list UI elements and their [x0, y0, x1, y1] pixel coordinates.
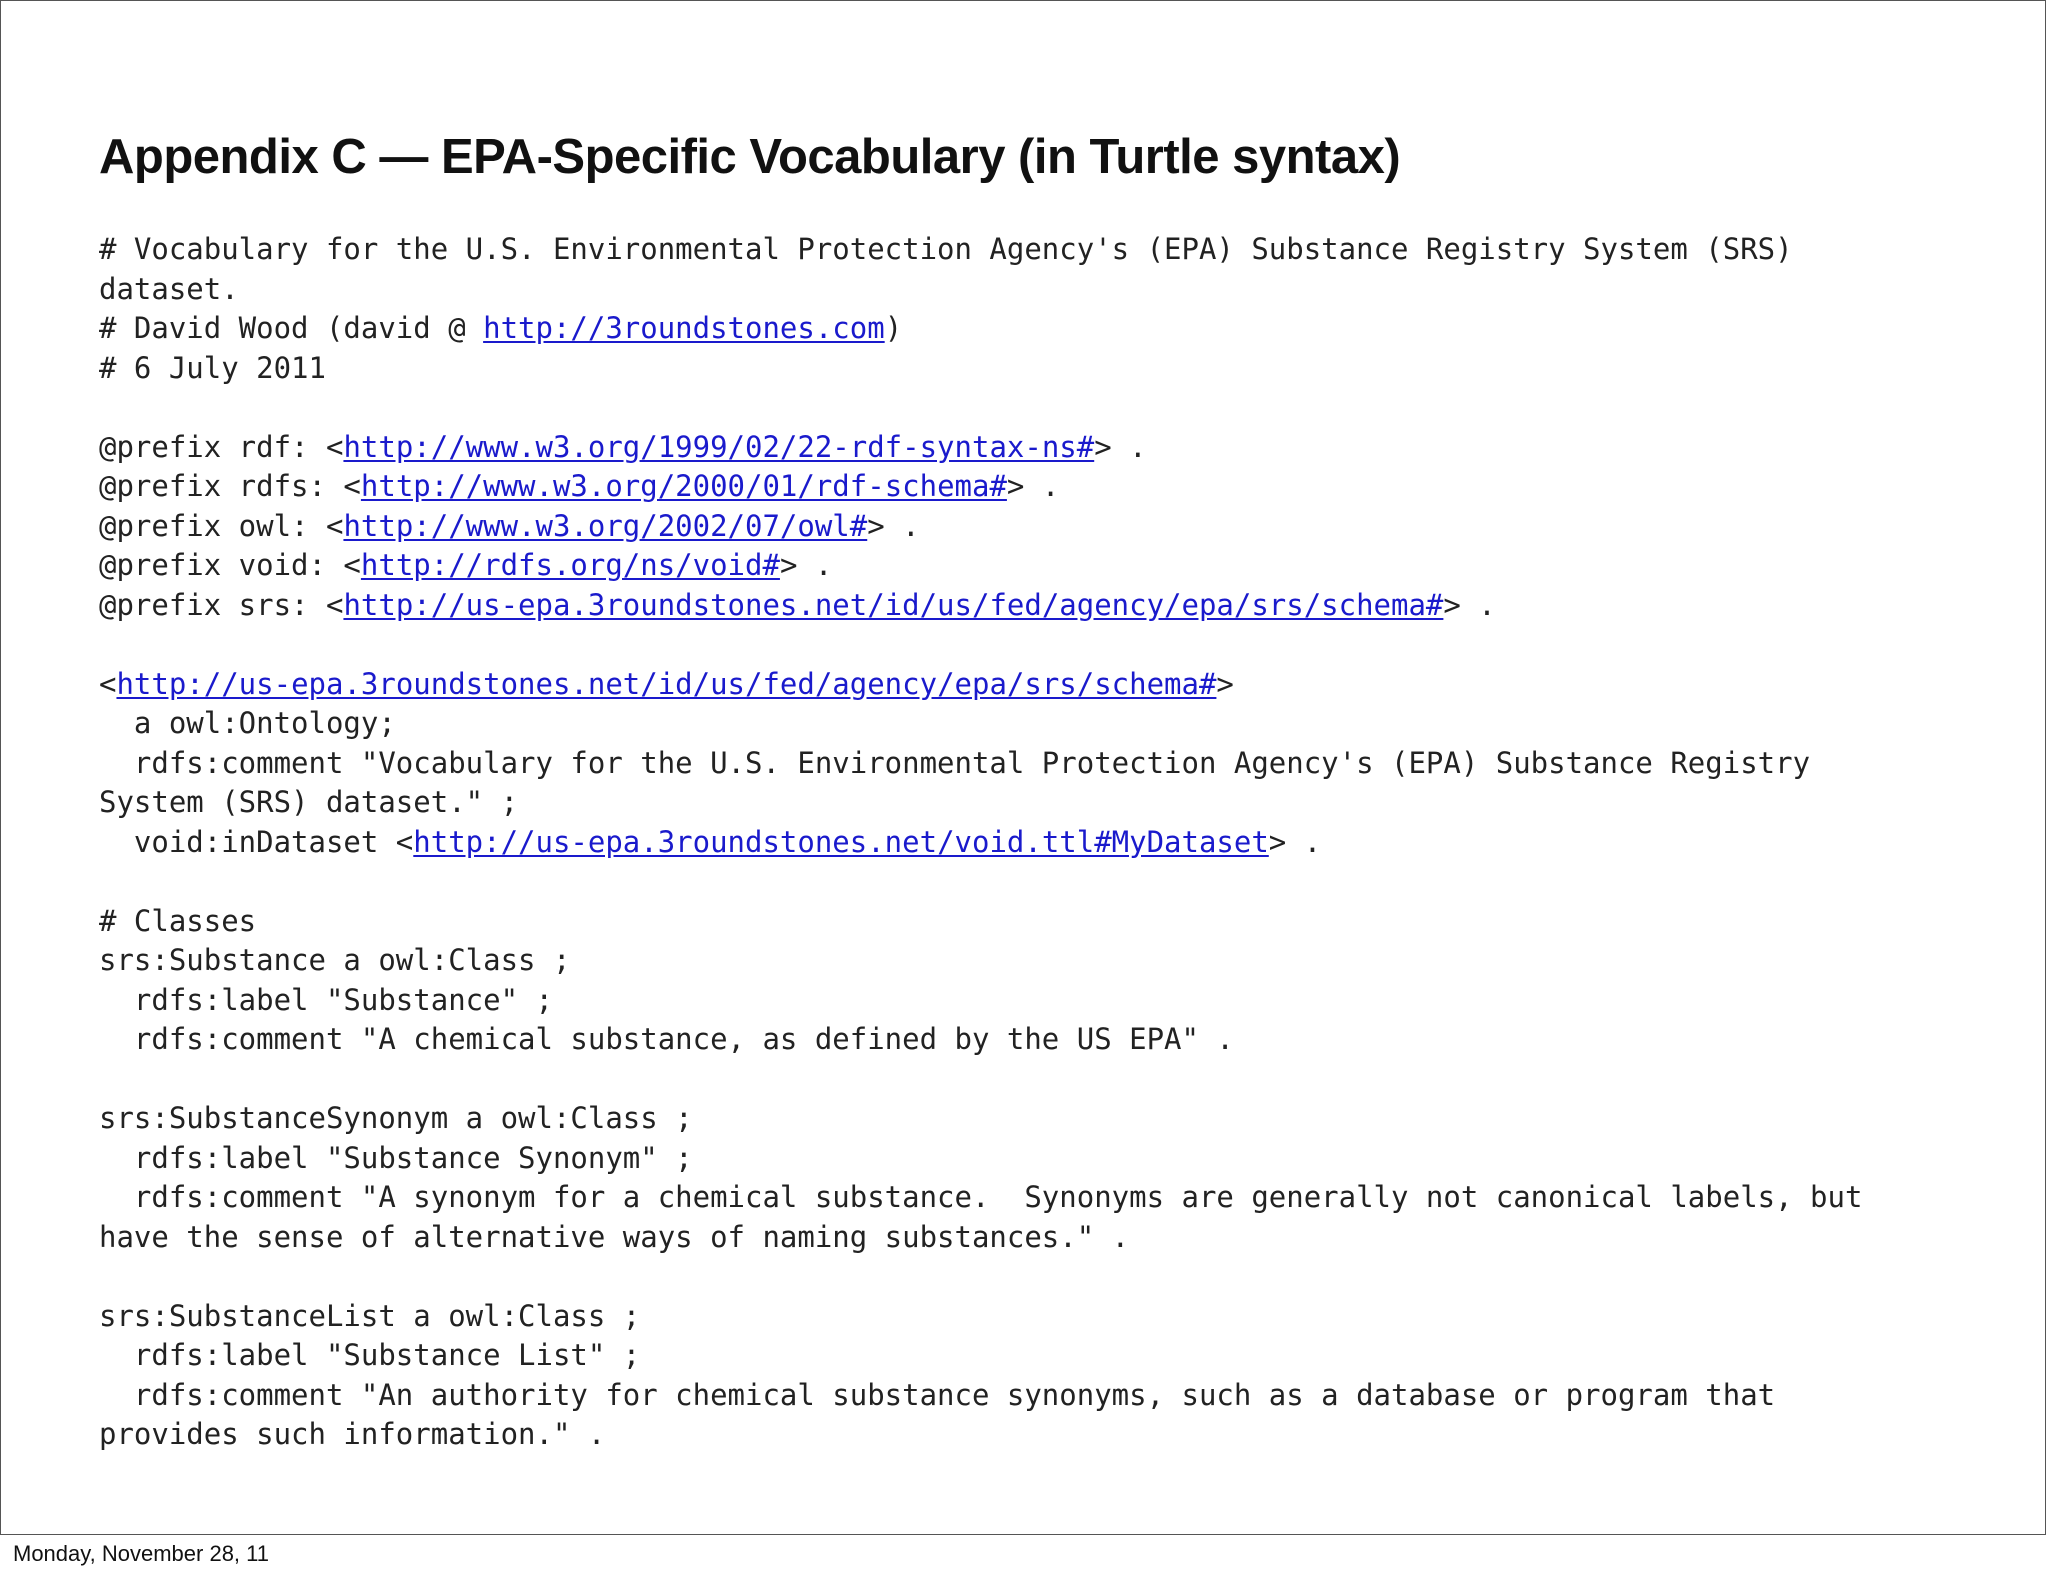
prefix-rdf-line — [99, 428, 1979, 468]
classes-heading: # Classes — [99, 903, 257, 938]
substance-label-line: rdfs:label "Substance" ; — [99, 982, 553, 1017]
blank-line — [99, 1257, 1979, 1297]
prefix-owl-end: > . — [867, 508, 920, 543]
list-label-line: rdfs:label "Substance List" ; — [99, 1338, 641, 1372]
substance-comment-line: rdfs:comment "A chemical substance, as defined by the US EPA" . — [99, 1022, 1234, 1056]
prefix-owl-link[interactable]: http://www.w3.org/2002/07/owl# — [343, 508, 868, 543]
prefix-rdfs-end: > . — [1006, 469, 1060, 503]
prefix-srs-line — [99, 586, 1979, 626]
prefix-rdf-end: > . — [1094, 429, 1147, 464]
ontology-open-bracket: < — [99, 666, 117, 701]
synonym-comment-line-2: have the sense of alternative ways of naming substances." . — [99, 1219, 1130, 1254]
turtle-code-block — [99, 230, 1979, 1455]
prefix-owl-text: @prefix owl: < — [99, 508, 344, 543]
substance-decl-line: srs:Substance a owl:Class ; — [99, 943, 571, 977]
prefix-srs-link[interactable]: http://us-epa.3roundstones.net/id/us/fed/agency/epa/srs/schema# — [343, 587, 1444, 622]
prefix-void-line — [99, 546, 1979, 586]
synonym-decl-line: srs:SubstanceSynonym a owl:Class ; — [99, 1101, 693, 1135]
prefix-srs-end: > . — [1443, 587, 1496, 622]
ontology-subject-line — [99, 665, 1979, 705]
dataset-link[interactable]: http://us-epa.3roundstones.net/void.ttl#MyDataset — [413, 824, 1269, 859]
blank-line — [99, 625, 1979, 665]
slide-title: Appendix C — EPA-Specific Vocabulary (in Turtle syntax) — [99, 130, 1401, 184]
ontology-close-bracket: > — [1216, 666, 1234, 701]
code-line-header-1: # Vocabulary for the U.S. Environmental Protection Agency's (EPA) Substance Registry System (SRS) — [99, 232, 1793, 266]
author-prefix-text: # David Wood (david @ — [99, 311, 484, 345]
list-comment-line-1: rdfs:comment "An authority for chemical substance synonyms, such as a database or program that — [99, 1377, 1776, 1412]
synonym-label-line: rdfs:label "Substance Synonym" ; — [99, 1140, 693, 1175]
prefix-void-link[interactable]: http://rdfs.org/ns/void# — [360, 548, 780, 582]
prefix-rdfs-link[interactable]: http://www.w3.org/2000/01/rdf-schema# — [360, 469, 1007, 503]
author-link[interactable]: http://3roundstones.com — [483, 311, 885, 345]
dataset-suffix-text: > . — [1268, 824, 1322, 859]
blank-line — [99, 862, 1979, 902]
list-comment-line-2: provides such information." . — [99, 1417, 606, 1451]
ontology-comment-line-1: rdfs:comment "Vocabulary for the U.S. Environmental Protection Agency's (EPA) Substance Registry — [99, 745, 1811, 780]
list-decl-line: srs:SubstanceList a owl:Class ; — [99, 1298, 641, 1333]
prefix-srs-text: @prefix srs: < — [99, 587, 344, 622]
prefix-rdf-link[interactable]: http://www.w3.org/1999/02/22-rdf-syntax-ns# — [343, 429, 1095, 464]
code-line-header-2: dataset. — [99, 271, 239, 306]
prefix-owl-line — [99, 507, 1979, 547]
prefix-rdf-text: @prefix rdf: < — [99, 429, 344, 464]
author-suffix-text: ) — [884, 311, 903, 345]
prefix-rdfs-text: @prefix rdfs: < — [99, 469, 361, 503]
prefix-void-end: > . — [779, 548, 833, 582]
dataset-prefix-text: void:inDataset < — [99, 824, 414, 859]
prefix-void-text: @prefix void: < — [99, 548, 361, 582]
ontology-dataset-line — [99, 823, 1979, 863]
footer-date: Monday, November 28, 11 — [13, 1541, 269, 1566]
ontology-type-line: a owl:Ontology; — [99, 706, 396, 740]
prefix-rdfs-line — [99, 467, 1979, 507]
blank-line — [99, 388, 1979, 428]
ontology-comment-line-2: System (SRS) dataset." ; — [99, 785, 519, 819]
synonym-comment-line-1: rdfs:comment "A synonym for a chemical substance. Synonyms are generally not canonical labels, but — [99, 1180, 1863, 1214]
blank-line — [99, 1060, 1979, 1100]
code-line-date: # 6 July 2011 — [99, 350, 326, 385]
ontology-link[interactable]: http://us-epa.3roundstones.net/id/us/fed/agency/epa/srs/schema# — [116, 666, 1217, 701]
code-line-author — [99, 309, 1979, 349]
